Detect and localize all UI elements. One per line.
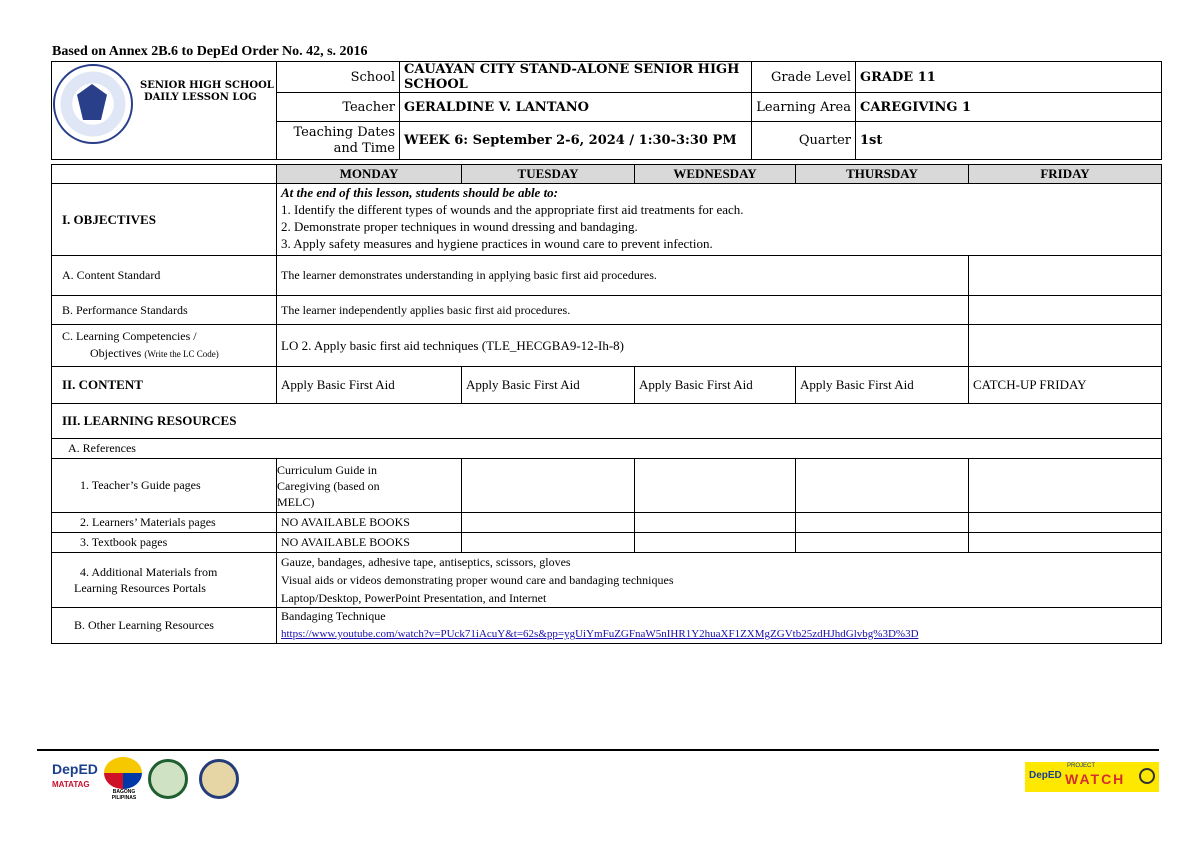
grade-value: GRADE 11 (856, 62, 1162, 93)
textbook-label: 3. Textbook pages (52, 533, 277, 553)
competencies-label-line1: C. Learning Competencies / (62, 329, 197, 343)
empty-cell (462, 533, 635, 553)
additional-materials-label-line2: Learning Resources Portals (74, 581, 206, 595)
area-label: Learning Area (752, 93, 856, 122)
corner-cell (52, 165, 277, 184)
competencies-label (52, 325, 277, 367)
teachers-guide-value: Curriculum Guide in Caregiving (based on MELC) (277, 459, 462, 513)
content-standard-label: A. Content Standard (52, 256, 277, 296)
performance-standards-value: The learner independently applies basic first aid procedures. (277, 296, 969, 325)
competencies-value: LO 2. Apply basic first aid techniques (TLE_HECGBA9-12-Ih-8) (277, 325, 969, 367)
header-table (51, 61, 1162, 160)
competencies-label-line2: Objectives (90, 346, 142, 360)
dates-value: WEEK 6: September 2-6, 2024 / 1:30-3:30 PM (400, 122, 752, 160)
area-value: CAREGIVING 1 (856, 93, 1162, 122)
deped-matatag-logo (52, 761, 96, 799)
empty-cell (969, 459, 1162, 513)
empty-cell (796, 533, 969, 553)
content-monday: Apply Basic First Aid (277, 367, 462, 404)
empty-cell (635, 513, 796, 533)
additional-material-item: Gauze, bandages, adhesive tape, antiseptics, scissors, gloves (281, 555, 571, 569)
objective-item: 3. Apply safety measures and hygiene practices in wound care to prevent infection. (281, 236, 713, 251)
day-thursday: THURSDAY (796, 165, 969, 184)
objective-item: 2. Demonstrate proper techniques in wound dressing and bandaging. (281, 219, 638, 234)
objectives-label: I. OBJECTIVES (52, 184, 277, 256)
empty-cell (635, 459, 796, 513)
references-label: A. References (52, 439, 1162, 459)
day-wednesday: WEDNESDAY (635, 165, 796, 184)
other-resources-cell (277, 608, 1162, 644)
deped-seal-logo (53, 64, 133, 144)
day-friday: FRIDAY (969, 165, 1162, 184)
dates-label (277, 122, 400, 160)
empty-cell (969, 296, 1162, 325)
empty-cell (969, 325, 1162, 367)
youtube-link[interactable]: https://www.youtube.com/watch?v=PUck71iAcuY&t=62s&pp=ygUiYmFuZGFnaW5nIHR1Y2huaXF1ZXMgZGVtb25zdHJhdGlvbg%3D%3D (281, 628, 919, 640)
textbook-value: NO AVAILABLE BOOKS (277, 533, 462, 553)
additional-material-item: Visual aids or videos demonstrating proper wound care and bandaging techniques (281, 573, 674, 587)
bagong-pilipinas-logo (104, 757, 144, 801)
empty-cell (969, 533, 1162, 553)
content-label: II. CONTENT (52, 367, 277, 404)
empty-cell (969, 513, 1162, 533)
empty-cell (462, 513, 635, 533)
day-monday: MONDAY (277, 165, 462, 184)
learners-materials-value: NO AVAILABLE BOOKS (277, 513, 462, 533)
other-resources-title: Bandaging Technique (281, 609, 386, 623)
content-tuesday: Apply Basic First Aid (462, 367, 635, 404)
content-wednesday: Apply Basic First Aid (635, 367, 796, 404)
deped-logo-text: DepED (52, 761, 98, 777)
resources-label: III. LEARNING RESOURCES (52, 404, 1162, 439)
other-resources-label: B. Other Learning Resources (52, 608, 277, 644)
content-friday: CATCH-UP FRIDAY (969, 367, 1162, 404)
additional-materials-cell (277, 553, 1162, 608)
dates-label-line1: Teaching Dates (293, 124, 395, 140)
empty-cell (796, 459, 969, 513)
header-title-line2: DAILY LESSON LOG (144, 92, 257, 103)
division-seal-logo (148, 759, 188, 799)
empty-cell (969, 256, 1162, 296)
content-thursday: Apply Basic First Aid (796, 367, 969, 404)
header-title-line1: SENIOR HIGH SCHOOL (140, 80, 274, 91)
competencies-label-note: (Write the LC Code) (144, 349, 219, 359)
objectives-intro: At the end of this lesson, students should be able to: (281, 185, 559, 200)
deped-small-text: DepED (1029, 770, 1062, 781)
learners-materials-label: 2. Learners’ Materials pages (52, 513, 277, 533)
performance-standards-label: B. Performance Standards (52, 296, 277, 325)
day-tuesday: TUESDAY (462, 165, 635, 184)
grade-label: Grade Level (752, 62, 856, 93)
additional-materials-label-line1: 4. Additional Materials from (80, 565, 218, 579)
objective-item: 1. Identify the different types of wounds and the appropriate first aid treatments for each. (281, 202, 744, 217)
empty-cell (796, 513, 969, 533)
additional-materials-label (52, 553, 277, 608)
quarter-value: 1st (856, 122, 1162, 160)
teacher-value: GERALDINE V. LANTANO (400, 93, 752, 122)
school-value: CAUAYAN CITY STAND-ALONE SENIOR HIGH SCHOOL (400, 62, 752, 93)
basis-note: Based on Annex 2B.6 to DepEd Order No. 42, s. 2016 (52, 44, 368, 59)
objectives-cell (277, 184, 1162, 256)
project-watch-logo (1025, 762, 1159, 792)
empty-cell (462, 459, 635, 513)
teacher-label: Teacher (277, 93, 400, 122)
lesson-log-table (51, 164, 1162, 644)
seal-icon (1139, 768, 1155, 784)
teachers-guide-label: 1. Teacher’s Guide pages (52, 459, 277, 513)
dates-label-line2: and Time (333, 140, 395, 156)
quarter-label: Quarter (752, 122, 856, 160)
footer-divider (37, 749, 1159, 751)
matatag-text: MATATAG (52, 780, 90, 789)
watch-text: WATCH (1065, 771, 1126, 787)
empty-cell (635, 533, 796, 553)
additional-material-item: Laptop/Desktop, PowerPoint Presentation, and Internet (281, 591, 547, 605)
content-standard-value: The learner demonstrates understanding in applying basic first aid procedures. (277, 256, 969, 296)
project-text: PROJECT (1067, 763, 1096, 769)
bagong-pilipinas-text: BAGONG PILIPINAS (111, 789, 137, 801)
school-seal-logo (199, 759, 239, 799)
school-label: School (277, 62, 400, 93)
